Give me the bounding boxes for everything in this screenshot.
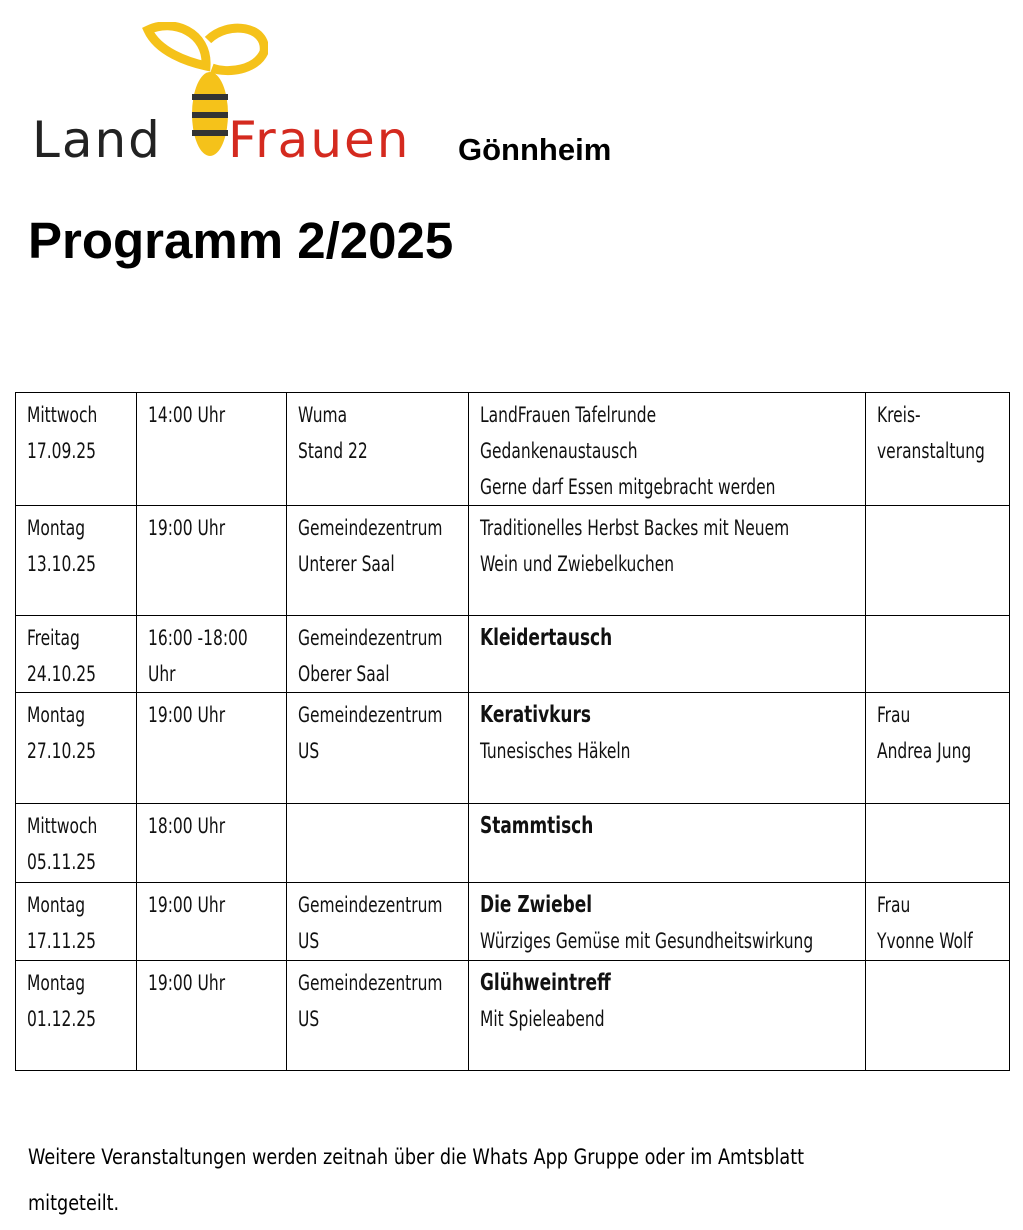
day-cell-text: 13.10.25 [27, 552, 96, 576]
description-cell [469, 961, 866, 1071]
note-cell-text: Kreis- [877, 403, 921, 427]
description-cell [469, 693, 866, 804]
day-cell-text: Mittwoch [27, 403, 98, 427]
day-cell-text: Freitag [27, 626, 80, 650]
day-cell-text: Montag [27, 971, 86, 995]
day-cell-text: 27.10.25 [27, 739, 96, 763]
footer-line-1: Weitere Veranstaltungen werden zeitnah über die Whats App Gruppe oder im Amtsblatt [28, 1145, 805, 1169]
description-cell-text: Traditionelles Herbst Backes mit Neuem [480, 516, 790, 540]
time-cell-text: 19:00 Uhr [148, 516, 226, 540]
note-cell [866, 393, 1010, 506]
day-cell [16, 804, 137, 883]
table-row [16, 804, 1010, 883]
footer-line-2: mitgeteilt. [28, 1191, 120, 1215]
note-cell [866, 883, 1010, 961]
time-cell-text: 19:00 Uhr [148, 703, 226, 727]
place-cell-text: Gemeindezentrum [298, 626, 443, 650]
description-cell [469, 616, 866, 693]
note-cell-text: Andrea Jung [877, 739, 972, 763]
day-cell-text: 05.11.25 [27, 850, 96, 874]
event-table [15, 392, 1010, 1071]
place-cell [287, 393, 469, 506]
note-cell-text: veranstaltung [877, 439, 985, 463]
description-cell [469, 506, 866, 616]
time-cell [137, 883, 287, 961]
day-cell-text: 01.12.25 [27, 1007, 96, 1031]
time-cell [137, 616, 287, 693]
time-cell-text: 16:00 -18:00 [148, 626, 248, 650]
time-cell-text: 19:00 Uhr [148, 893, 226, 917]
time-cell [137, 506, 287, 616]
event-title: Die Zwiebel [480, 892, 593, 918]
place-cell [287, 961, 469, 1071]
event-title: Stammtisch [480, 813, 594, 839]
table-row [16, 506, 1010, 616]
time-cell [137, 961, 287, 1071]
logo-frauen-text: Frauen [228, 111, 411, 169]
day-cell [16, 506, 137, 616]
description-cell-text: Würziges Gemüse mit Gesundheitswirkung [480, 929, 814, 953]
time-cell [137, 393, 287, 506]
place-cell-text: Gemeindezentrum [298, 516, 443, 540]
day-cell-text: Mittwoch [27, 814, 98, 838]
day-cell [16, 693, 137, 804]
place-cell-text: US [298, 929, 320, 953]
place-cell-text: US [298, 739, 320, 763]
event-title: Glühweintreff [480, 970, 611, 996]
time-cell-text: 18:00 Uhr [148, 814, 226, 838]
page-title: Programm 2/2025 [28, 212, 454, 269]
place-cell [287, 883, 469, 961]
time-cell-text: 19:00 Uhr [148, 971, 226, 995]
day-cell-text: Montag [27, 893, 86, 917]
day-cell-text: 17.11.25 [27, 929, 96, 953]
time-cell-text: Uhr [148, 662, 176, 686]
description-cell-text: Mit Spieleabend [480, 1007, 605, 1031]
day-cell-text: 17.09.25 [27, 439, 96, 463]
table-row [16, 393, 1010, 506]
place-cell-text: Stand 22 [298, 439, 368, 463]
note-cell [866, 616, 1010, 693]
day-cell-text: Montag [27, 516, 86, 540]
note-cell [866, 693, 1010, 804]
day-cell-text: 24.10.25 [27, 662, 96, 686]
place-cell-text: Oberer Saal [298, 662, 390, 686]
logo-land-text: Land [32, 111, 162, 169]
place-cell-text: Unterer Saal [298, 552, 395, 576]
description-cell [469, 393, 866, 506]
day-cell [16, 393, 137, 506]
day-cell [16, 616, 137, 693]
day-cell-text: Montag [27, 703, 86, 727]
table-row [16, 693, 1010, 804]
description-cell [469, 883, 866, 961]
table-row [16, 616, 1010, 693]
description-cell-text: Gerne darf Essen mitgebracht werden [480, 475, 776, 499]
event-title: Kleidertausch [480, 625, 613, 651]
note-cell-text: Frau [877, 703, 911, 727]
description-cell [469, 804, 866, 883]
time-cell-text: 14:00 Uhr [148, 403, 226, 427]
description-cell-text: Wein und Zwiebelkuchen [480, 552, 675, 576]
description-cell-text: LandFrauen Tafelrunde [480, 403, 657, 427]
time-cell [137, 804, 287, 883]
footer-note [28, 1134, 988, 1226]
place-cell-text: US [298, 1007, 320, 1031]
landfrauen-logo [28, 22, 438, 167]
note-cell [866, 804, 1010, 883]
place-cell-text: Wuma [298, 403, 348, 427]
note-cell-text: Yvonne Wolf [877, 929, 973, 953]
note-cell [866, 961, 1010, 1071]
note-cell [866, 506, 1010, 616]
day-cell [16, 961, 137, 1071]
place-cell [287, 506, 469, 616]
table-row [16, 961, 1010, 1071]
time-cell [137, 693, 287, 804]
day-cell [16, 883, 137, 961]
description-cell-text: Tunesisches Häkeln [480, 739, 631, 763]
event-title: Kerativkurs [480, 702, 591, 728]
note-cell-text: Frau [877, 893, 911, 917]
place-cell [287, 804, 469, 883]
place-cell [287, 616, 469, 693]
place-cell [287, 693, 469, 804]
place-cell-text: Gemeindezentrum [298, 893, 443, 917]
table-row [16, 883, 1010, 961]
place-cell-text: Gemeindezentrum [298, 703, 443, 727]
organization-name: Gönnheim [458, 132, 612, 167]
place-cell-text: Gemeindezentrum [298, 971, 443, 995]
description-cell-text: Gedankenaustausch [480, 439, 638, 463]
